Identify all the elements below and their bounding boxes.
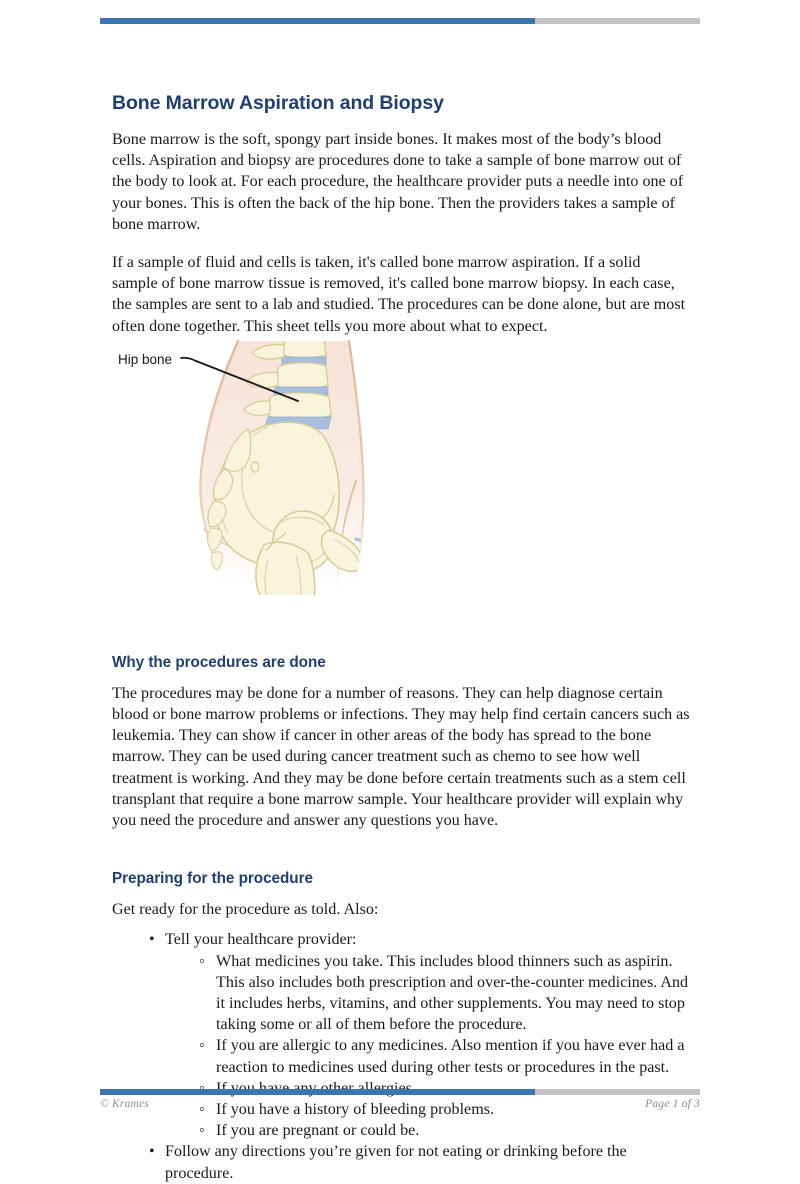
list-item-text: If you are pregnant or could be. bbox=[216, 1122, 420, 1140]
bullet-disc-icon: • bbox=[149, 931, 155, 949]
bullet-circle-icon: ◦ bbox=[199, 1037, 205, 1055]
document-content bbox=[112, 92, 690, 1184]
page-number-text: Page 1 of 3 bbox=[645, 1098, 700, 1110]
leader-line-hook bbox=[181, 358, 196, 361]
page-footer bbox=[100, 1098, 700, 1110]
list-item-text: Follow any directions you’re given for not eating or drinking before the procedure. bbox=[165, 1143, 627, 1182]
footer-progress-remaining bbox=[535, 1089, 700, 1095]
list-item-text: Tell your healthcare provider: bbox=[165, 931, 357, 949]
footer-progress-filled bbox=[100, 1089, 535, 1095]
bullet-circle-icon: ◦ bbox=[199, 952, 205, 970]
section-body-why: The procedures may be done for a number of reasons. They can help diagnose certain blood or bone marrow problems or infections. They may help find certain cancers such as leukemia. They can show if cancer in other areas of the body has spread to the bone marrow. They can be used during cancer treatment such as chemo to see how well treatment is working. And they may be done before certain treatments such as a stem cell transplant that require a bone marrow sample. Your healthcare provider will explain why you need the procedure and answer any questions you have. bbox=[112, 684, 690, 830]
list-item-text: If you are allergic to any medicines. Also mention if you have ever had a reaction to medicines used during other tests or procedures in the past. bbox=[216, 1037, 685, 1076]
figure-label: Hip bone bbox=[118, 352, 173, 367]
header-progress-bar bbox=[100, 18, 700, 24]
list-item bbox=[199, 1035, 690, 1077]
section-body-preparing: Get ready for the procedure as told. Also: bbox=[112, 901, 379, 919]
bullet-disc-icon: • bbox=[149, 1143, 155, 1161]
bullet-circle-icon: ◦ bbox=[199, 1101, 205, 1119]
intro-paragraph-2: If a sample of fluid and cells is taken, it's called bone marrow aspiration. If a solid sample of bone marrow tissue is removed, it's called bone marrow biopsy. In each case, the samples are sent to a lab and studied. The procedures can be done alone, but are most often done together. This sheet tells you more about what to expect. bbox=[112, 254, 686, 335]
femur bbox=[256, 542, 315, 601]
prep-sublist bbox=[165, 951, 690, 1142]
footer-progress-bar bbox=[100, 1089, 700, 1095]
page-title: Bone Marrow Aspiration and Biopsy bbox=[112, 92, 444, 114]
copyright-text: © Krames bbox=[100, 1098, 149, 1110]
section-heading-why: Why the procedures are done bbox=[112, 653, 326, 671]
intro-paragraph-1: Bone marrow is the soft, spongy part inside bones. It makes most of the body’s blood cells. Aspiration and biopsy are procedures done to take a sample of bone marrow out of the body to look at. For each procedure, the healthcare provider puts a needle into one of your bones. This is often the back of the hip bone. Then the providers takes a sample of bone marrow. bbox=[112, 131, 684, 233]
header-progress-remaining bbox=[535, 18, 700, 24]
section-spacer bbox=[112, 848, 690, 870]
list-item-text: What medicines you take. This includes blood thinners such as aspirin. This also includes both prescription and over-the-counter medicines. And it includes herbs, vitamins, and other supplements. You may need to stop taking some or all of them before the procedure. bbox=[216, 952, 689, 1034]
prep-list bbox=[112, 929, 690, 1183]
section-heading-preparing: Preparing for the procedure bbox=[112, 870, 313, 888]
list-item bbox=[149, 1141, 690, 1183]
header-progress-filled bbox=[100, 18, 535, 24]
hip-bone-illustration bbox=[118, 333, 408, 601]
list-item-text: If you have a history of bleeding problems. bbox=[216, 1101, 494, 1119]
lumbar-spine bbox=[244, 335, 331, 429]
list-item bbox=[199, 951, 690, 1036]
bullet-circle-icon: ◦ bbox=[199, 1122, 205, 1140]
